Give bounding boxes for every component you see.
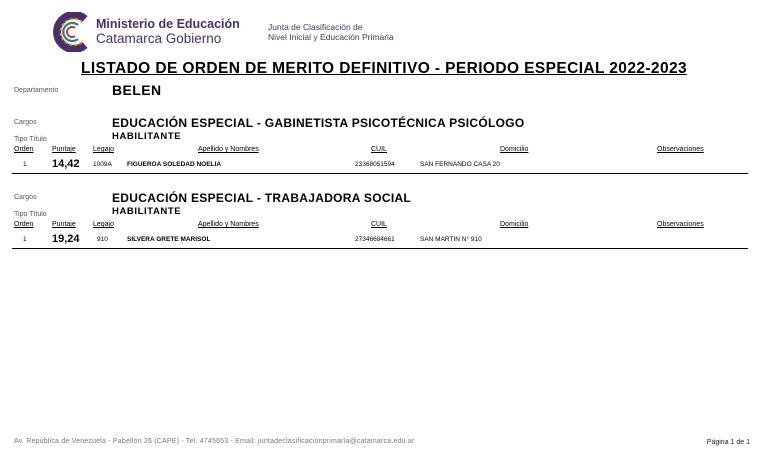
row-divider	[12, 248, 748, 249]
column-header-puntaje: Puntaje	[52, 221, 76, 228]
footer-address: Av. República de Venezuela - Pabellón 26 (CAPE) - Tel. 4745653 - Email: juntadeclasificacionprimaria@catamarca.edu.ar	[14, 438, 415, 445]
column-header-apellido: Apellido y Nombres	[198, 146, 259, 153]
departamento-value: BELEN	[112, 82, 162, 98]
cargos-label: Cargos	[14, 119, 37, 126]
column-header-observaciones: Observaciones	[657, 146, 704, 153]
row-orden: 1	[23, 236, 27, 243]
row-domicilio: SAN FERNANDO CASA 20	[420, 161, 500, 168]
junta-name-line2: Nivel Inicial y Educación Primaria	[268, 32, 394, 42]
column-header-cuil: CUIL	[371, 221, 387, 228]
row-domicilio: SAN MARTIN N° 910	[420, 236, 482, 243]
row-orden: 1	[23, 161, 27, 168]
column-header-domicilio: Domicilio	[500, 221, 529, 228]
row-puntaje: 19,24	[52, 233, 80, 245]
column-header-orden: Orden	[14, 146, 34, 153]
row-cuil: 23368051594	[355, 161, 395, 168]
tipo-titulo-label: Tipo Título	[14, 136, 47, 143]
cargo-title: EDUCACIÓN ESPECIAL - GABINETISTA PSICOTÉCNICA PSICÓLOGO	[112, 116, 525, 130]
ministry-name: Ministerio de Educación	[96, 17, 240, 31]
ministry-logo	[52, 12, 92, 52]
row-cuil: 27346684661	[355, 236, 395, 243]
column-header-orden: Orden	[14, 221, 34, 228]
row-legajo: 910	[97, 236, 108, 243]
column-header-puntaje: Puntaje	[52, 146, 76, 153]
junta-name-line1: Junta de Clasificación de	[268, 22, 363, 32]
column-header-legajo: Legajo	[93, 221, 115, 228]
document-title: LISTADO DE ORDEN DE MERITO DEFINITIVO - PERIODO ESPECIAL 2022-2023	[80, 60, 688, 77]
column-header-domicilio: Domicilio	[500, 146, 529, 153]
cargo-title: EDUCACIÓN ESPECIAL - TRABAJADORA SOCIAL	[112, 191, 412, 205]
row-legajo: 1009A	[93, 161, 112, 168]
column-header-observaciones: Observaciones	[657, 221, 704, 228]
cargos-label: Cargos	[14, 194, 37, 201]
row-apellido: SILVERA GRETE MARISOL	[127, 236, 211, 243]
row-apellido: FIGUEROA SOLEDAD NOELIA	[127, 161, 222, 168]
row-puntaje: 14,42	[52, 158, 80, 170]
tipo-titulo-value: HABILITANTE	[112, 131, 182, 142]
column-header-apellido: Apellido y Nombres	[198, 221, 259, 228]
tipo-titulo-label: Tipo Título	[14, 211, 47, 218]
tipo-titulo-value: HABILITANTE	[112, 206, 182, 217]
page-number: Página 1 de 1	[706, 439, 750, 446]
departamento-label: Departamento	[14, 87, 59, 94]
column-header-legajo: Legajo	[93, 146, 115, 153]
row-divider	[12, 173, 748, 174]
government-name: Catamarca Gobierno	[96, 31, 222, 46]
column-header-cuil: CUIL	[371, 146, 387, 153]
